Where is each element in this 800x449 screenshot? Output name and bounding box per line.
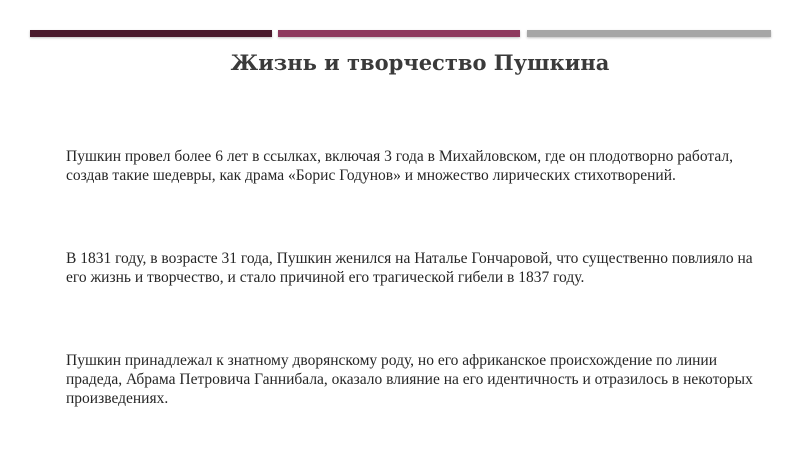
paragraph-ancestry: Пушкин принадлежал к знатному дворянскому роду, но его африканское происхождение по линии прадеда, Абрама Петровича Ганнибала, оказало влияние на его идентичность и отразилось в некоторых произведениях. [66,352,753,407]
header-bar-gray [527,30,771,37]
header-bar-dark [30,30,272,37]
header-bar-plum [278,30,520,37]
paragraph-marriage: В 1831 году, в возрасте 31 года, Пушкин женился на Наталье Гончаровой, что существенно повлияло на его жизнь и творчество, и стало причиной его трагической гибели в 1837 году. [66,250,753,286]
slide-title: Жизнь и творчество Пушкина [230,50,610,75]
paragraph-exile: Пушкин провел более 6 лет в ссылках, включая 3 года в Михайловском, где он плодотворно работал, создав такие шедевры, как драма «Борис Годунов» и множество лирических стихотворений. [66,148,733,184]
